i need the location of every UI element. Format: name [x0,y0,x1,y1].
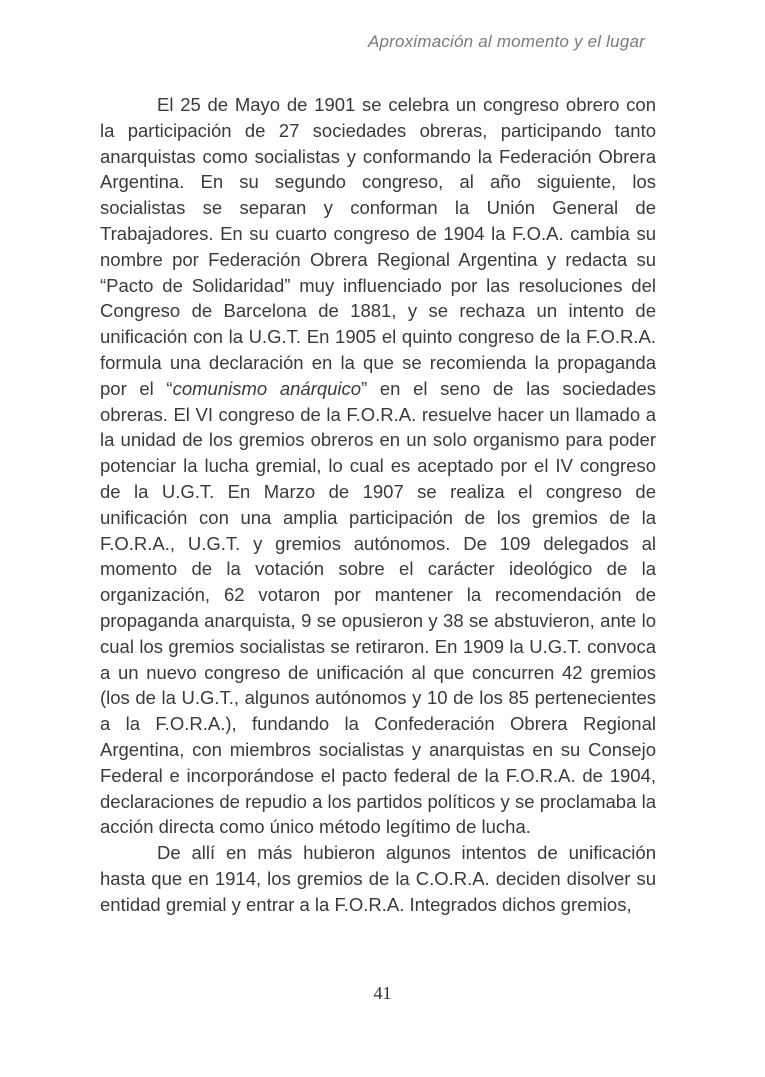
italic-phrase-comunismo-anarquico: comunismo anárquico [172,377,362,399]
paragraph-1-text-after-italic: ” en el seno de las sociedades obreras. El VI congreso de la F.O.R.A. resuelve hacer un llamado a la unidad de los gremios obreros en un solo organismo para poder potenciar la lucha gremial, lo cual es aceptado por el IV congreso de la U.G.T. En Marzo de 1907 se realiza el congreso de unificación con una amplia participación de los gremios de la F.O.R.A., U.G.T. y gremios autónomos. De 109 delegados al momento de la votación sobre el carácter ideológico de la organización, 62 votaron por mantener la recomendación de propaganda anarquista, 9 se opusieron y 38 se abstuvieron, ante lo cual los gremios socialistas se retiraron. En 1909 la U.G.T. convoca a un nuevo congreso de unificación al que concurren 42 gremios (los de la U.G.T., algunos autónomos y 10 de los 85 pertenecientes a la F.O.R.A.), fundando la Confederación Obrera Regional Argentina, con miembros socialistas y anarquistas en su Consejo Federal e incorporándose el pacto federal de la F.O.R.A. de 1904, declaraciones de repudio a los partidos políticos y se proclamaba la acción directa como único método legítimo de lucha. [100,377,657,838]
paragraph-2: De allí en más hubieron algunos intentos de unificación hasta que en 1914, los gremios de la C.O.R.A. deciden disolver su entidad gremial y entrar a la F.O.R.A. Integrados dichos gremios, [100,842,656,915]
paragraph-1-text-before-italic: El 25 de Mayo de 1901 se celebra un congreso obrero con la participación de 27 sociedades obreras, participando tanto anarquistas como socialistas y conformando la Federación Obrera Argentina. En su segundo congreso, al año siguiente, los socialistas se separan y conforman la Unión General de Trabajadores. En su cuarto congreso de 1904 la F.O.A. cambia su nombre por Federación Obrera Regional Argentina y redacta su “Pacto de Solidaridad” muy influenciado por las resoluciones del Congreso de Barcelona de 1881, y se rechaza un intento de unificación con la U.G.T. En 1905 el quinto congreso de la F.O.R.A. formula una declaración en la que se recomienda la propaganda por el “ [100,94,656,399]
body-text-block [100,92,656,918]
running-header: Aproximación al momento y el lugar [367,32,645,51]
paragraph-1 [100,92,656,840]
page-number: 41 [373,983,392,1003]
